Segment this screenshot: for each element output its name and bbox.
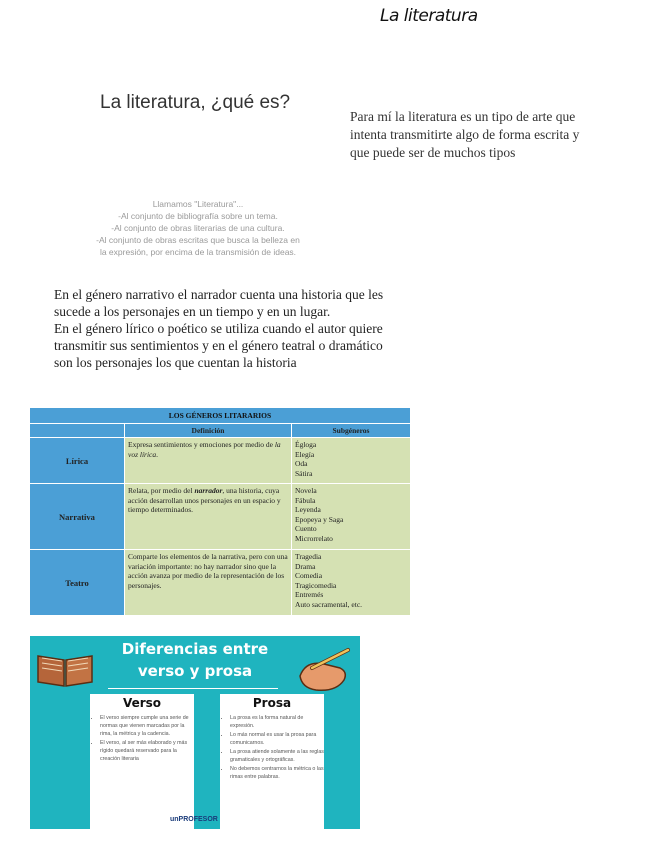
infographic-title-2: verso y prosa bbox=[137, 662, 253, 680]
subgenre-item: Microrrelato bbox=[295, 533, 333, 543]
verso-point: • El verso, al ser más elaborado y más rígido quedará reservado para la creación literaria bbox=[100, 739, 194, 763]
definition-line: -Al conjunto de obras literarias de una cultura. bbox=[111, 223, 285, 233]
genre-subgenres bbox=[292, 550, 411, 616]
verso-prosa-infographic bbox=[30, 636, 360, 829]
subgenre-item: Auto sacramental, etc. bbox=[295, 599, 363, 609]
prosa-point: • No debemos centrarnos la métrica o las rimas entre palabras. bbox=[230, 765, 324, 781]
prosa-card bbox=[220, 694, 324, 829]
subgenre-item: Novela bbox=[295, 486, 317, 495]
subgenre-item: Leyenda bbox=[295, 505, 321, 514]
definition-block bbox=[82, 198, 314, 258]
prosa-point: • La prosa atiende solamente a las reglas gramaticales y ortográficas. bbox=[230, 748, 324, 764]
genre-name: Teatro bbox=[30, 550, 125, 616]
writing-hand-icon bbox=[292, 646, 354, 696]
table-header-empty bbox=[30, 424, 125, 438]
subgenre-item: Entremés bbox=[295, 590, 324, 599]
title-underline bbox=[108, 688, 278, 689]
prosa-title: Prosa bbox=[252, 696, 292, 710]
genre-paragraph: En el género lírico o poético se utiliza cuando el autor quiere transmitir sus sentimientos y en el género teatral o dramático son los personajes los que cuentan la historia bbox=[54, 321, 383, 370]
subgenre-item: Oda bbox=[295, 459, 308, 468]
definition-line: Llamamos "Literatura"... bbox=[152, 199, 244, 209]
definition-line: -Al conjunto de bibliografía sobre un tema. bbox=[118, 211, 278, 221]
book-icon bbox=[36, 648, 94, 688]
definition-line: -Al conjunto de obras escritas que busca la belleza en bbox=[96, 235, 300, 245]
subgenre-item: Cuento bbox=[295, 524, 317, 533]
subgenre-item: Tragicomedia bbox=[295, 580, 337, 590]
genre-name: Narrativa bbox=[30, 484, 125, 550]
genre-paragraphs bbox=[54, 286, 394, 371]
slide-title: La literatura, ¿qué es? bbox=[100, 92, 291, 113]
genre-subgenres bbox=[292, 438, 411, 484]
table-row bbox=[30, 550, 411, 616]
prosa-point: • Lo más normal es usar la prosa para comunicarnos. bbox=[230, 731, 324, 747]
verso-title: Verso bbox=[122, 696, 162, 710]
handwritten-title: La literatura bbox=[380, 6, 478, 26]
definition-line: la expresión, por encima de la transmisión de ideas. bbox=[99, 247, 297, 257]
genre-name: Lírica bbox=[30, 438, 125, 484]
genre-subgenres bbox=[292, 484, 411, 550]
verso-point: • El verso siempre cumple una serie de normas que vienen marcadas por la rima, la métrica y la cadencia. bbox=[100, 714, 194, 738]
brand-logo: unPROFESOR bbox=[170, 816, 218, 823]
infographic-title-1: Diferencias entre bbox=[121, 640, 269, 658]
subgenre-item: Fábula bbox=[295, 495, 316, 505]
subgenre-item: Comedia bbox=[295, 571, 323, 580]
subgenre-item: Tragedia bbox=[295, 552, 322, 561]
prosa-point: • La prosa es la forma natural de expresión. bbox=[230, 714, 324, 730]
table-row bbox=[30, 484, 411, 550]
subgenre-item: Sátira bbox=[295, 468, 313, 478]
genre-paragraph: En el género narrativo el narrador cuenta una historia que les sucede a los personajes en un tiempo y en un lugar. bbox=[54, 287, 384, 319]
subgenre-item: Elegía bbox=[295, 449, 315, 459]
verso-card bbox=[90, 694, 194, 829]
opinion-text: Para mí la literatura es un tipo de arte que intenta transmitirte algo de forma escrita y que puede ser de muchos tipos bbox=[350, 109, 580, 160]
table-row bbox=[30, 438, 411, 484]
subgenre-item: Drama bbox=[295, 561, 316, 571]
genre-definition: Relata, por medio del narrador, una historia, cuya acción desarrollan unos personajes en un espacio y tiempo determinados. bbox=[125, 484, 292, 550]
table-caption: LOS GÉNEROS LITARARIOS bbox=[30, 408, 411, 424]
genres-table bbox=[29, 407, 411, 616]
genre-definition: Comparte los elementos de la narrativa, pero con una variación importante: no hay narrador sino que la acción avanza por medio de la representación de los personajes. bbox=[125, 550, 292, 616]
table-header-subgenres: Subgéneros bbox=[292, 424, 411, 438]
subgenre-item: Epopeya y Saga bbox=[295, 514, 344, 524]
subgenre-item: Égloga bbox=[295, 440, 317, 449]
table-header-definition: Definición bbox=[125, 424, 292, 438]
genre-definition: Expresa sentimientos y emociones por medio de la voz lírica. bbox=[125, 438, 292, 484]
